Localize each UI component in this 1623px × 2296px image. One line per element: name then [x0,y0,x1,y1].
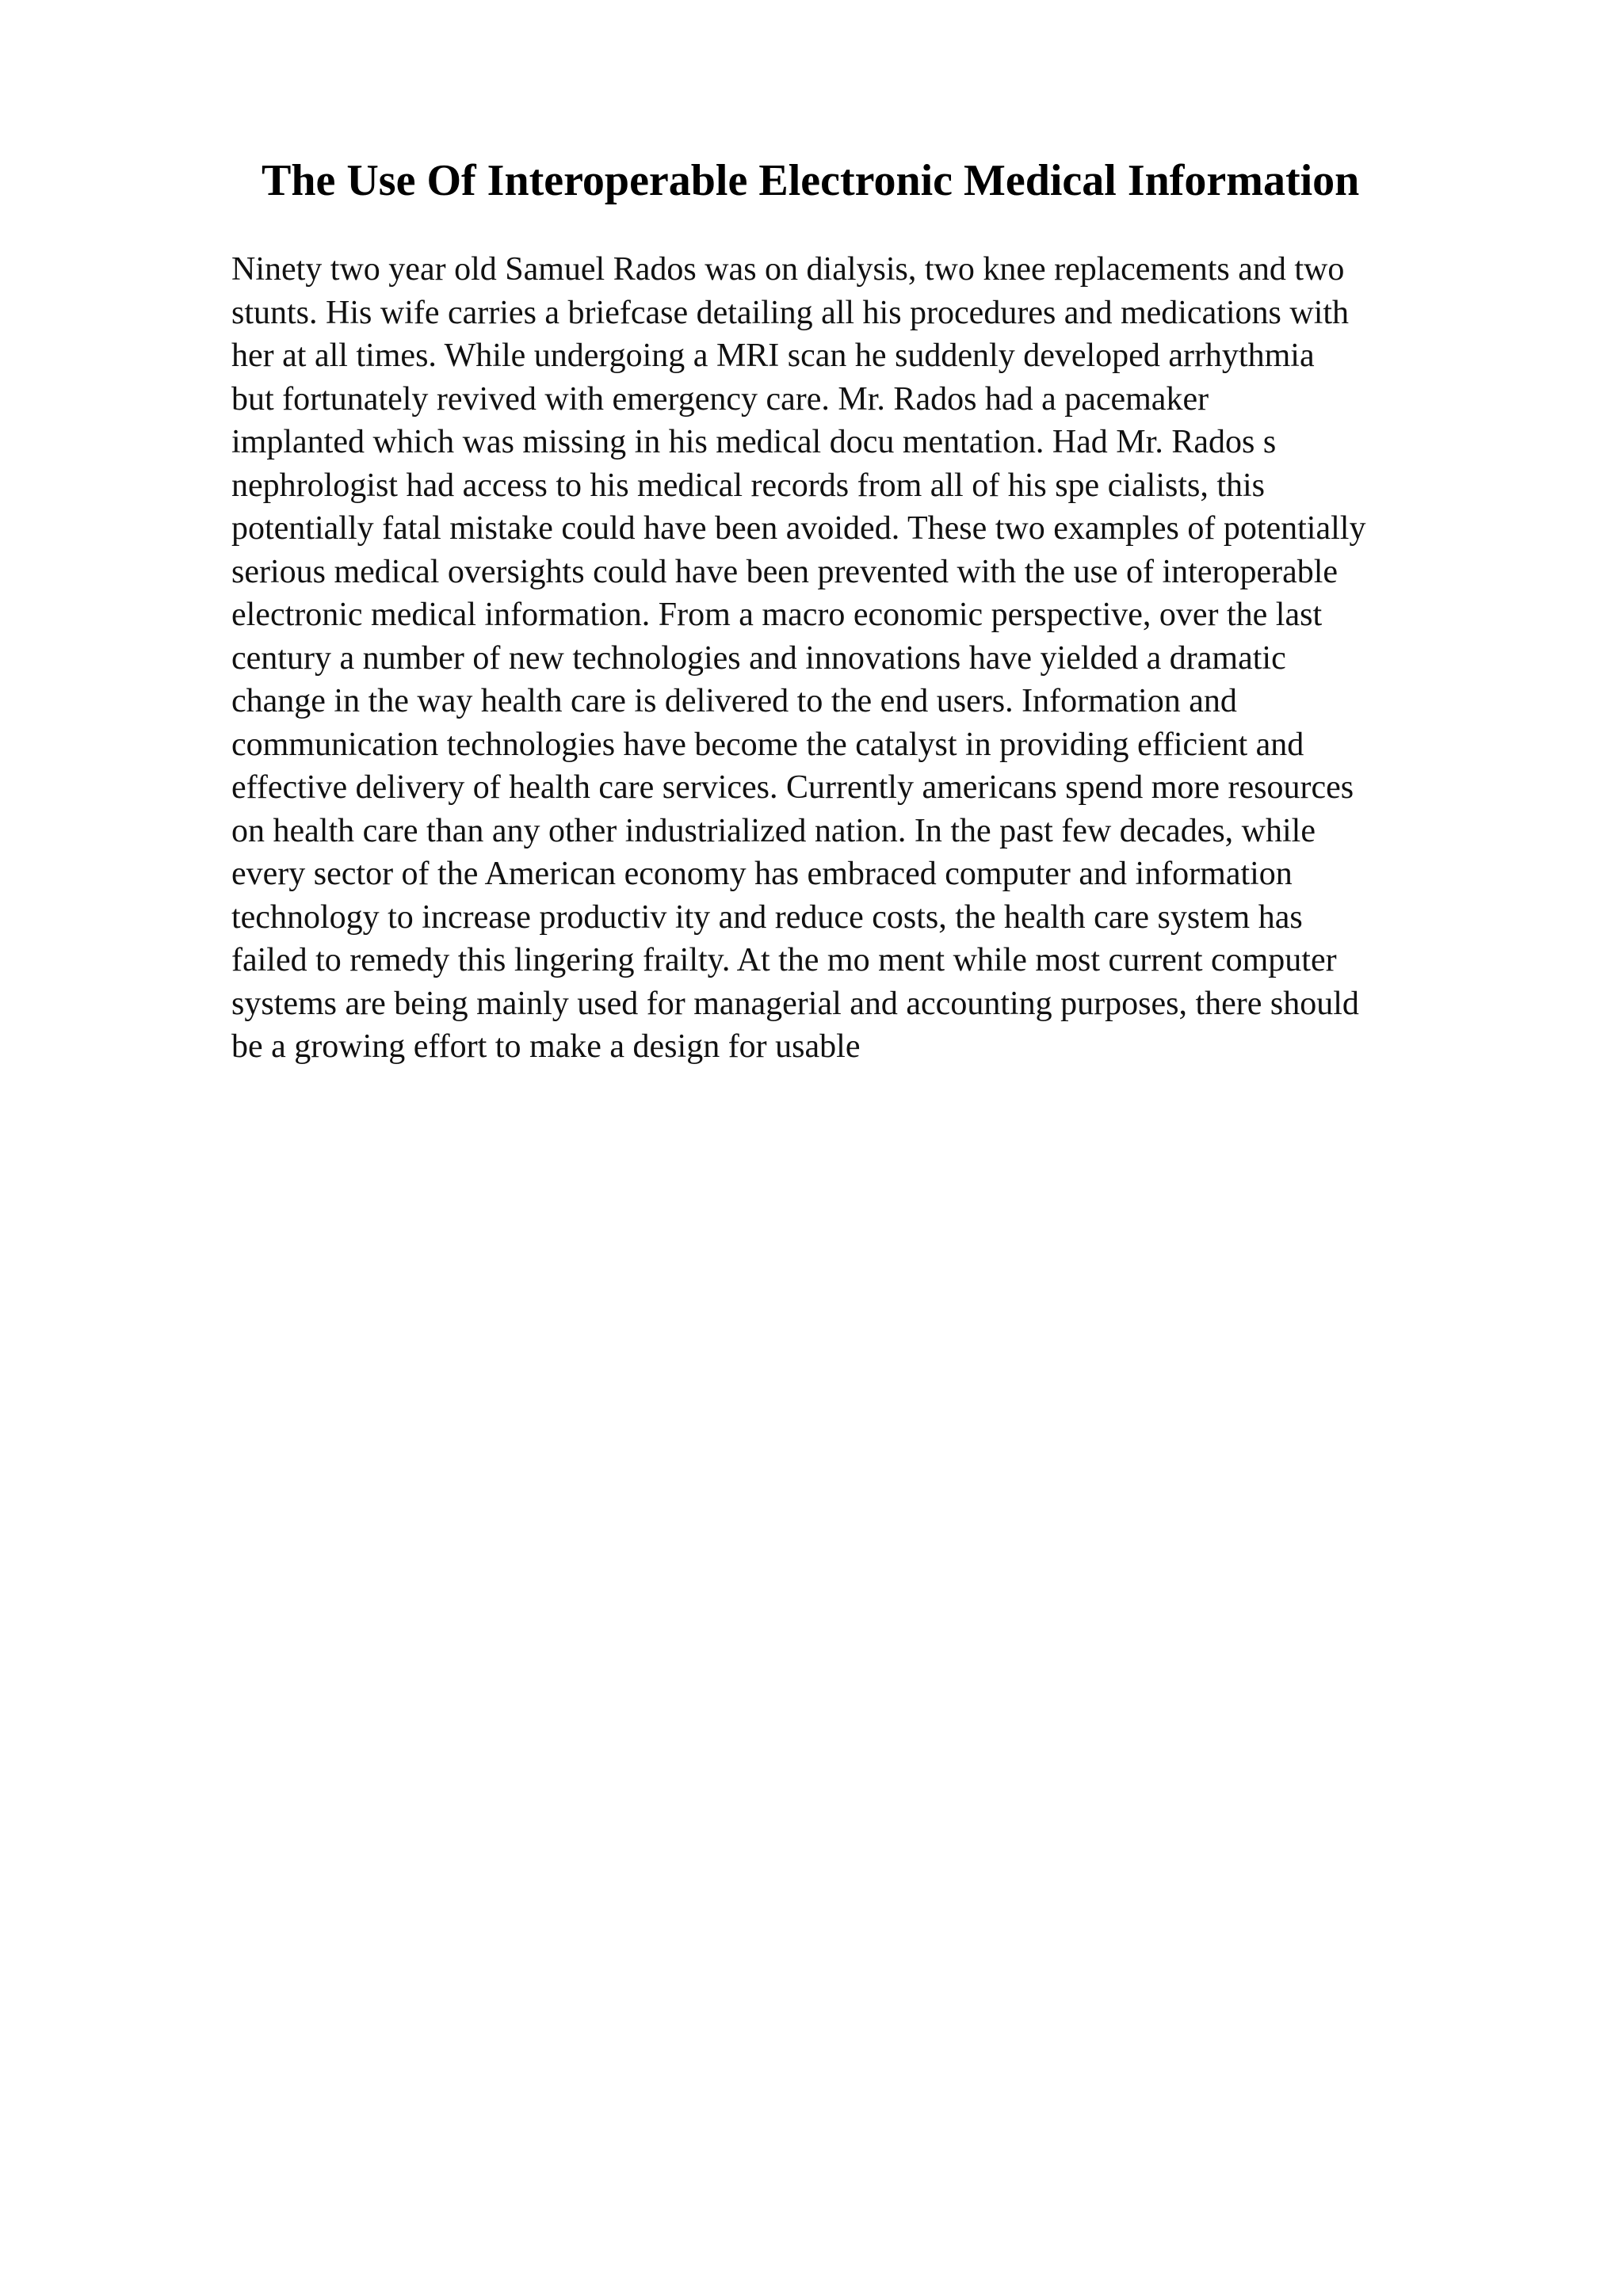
body-line: nephrologist had access to his medical records from all of his spe cialists, this [231,467,1266,504]
body-line: potentially fatal mistake could have been avoided. These two examples of potentially [231,510,1366,547]
body-line: serious medical oversights could have been prevented with the use of interoperable [231,553,1338,590]
body-line: implanted which was missing in his medical docu mentation. Had Mr. Rados s [231,424,1277,460]
body-line: Ninety two year old Samuel Rados was on dialysis, two knee replacements and two [231,251,1345,288]
body-line: on health care than any other industrialized nation. In the past few decades, while [231,812,1316,849]
body-line: electronic medical information. From a macro economic perspective, over the last [231,597,1323,633]
body-line: be a growing effort to make a design for usable [231,1028,861,1065]
body-line: change in the way health care is delivered to the end users. Information and [231,683,1237,719]
body-line: stunts. His wife carries a briefcase detailing all his procedures and medications with [231,294,1350,331]
body-line: technology to increase productiv ity and reduce costs, the health care system has [231,898,1303,936]
body-line: every sector of the American economy has embraced computer and information [231,856,1293,892]
body-line: failed to remedy this lingering frailty. At the mo ment while most current computer [231,942,1337,978]
body-line: effective delivery of health care services. Currently americans spend more resources [231,769,1354,806]
body-line: but fortunately revived with emergency care. Mr. Rados had a pacemaker [231,380,1209,418]
body-line: century a number of new technologies and innovations have yielded a dramatic [231,639,1286,677]
document-body [231,248,1547,1069]
body-line: her at all times. While undergoing a MRI scan he suddenly developed arrhythmia [231,338,1315,374]
body-line: systems are being mainly used for managerial and accounting purposes, there should [231,985,1359,1022]
body-line: communication technologies have become the catalyst in providing efficient and [231,726,1304,763]
document-title: The Use Of Interoperable Electronic Medical Information [262,156,1360,205]
